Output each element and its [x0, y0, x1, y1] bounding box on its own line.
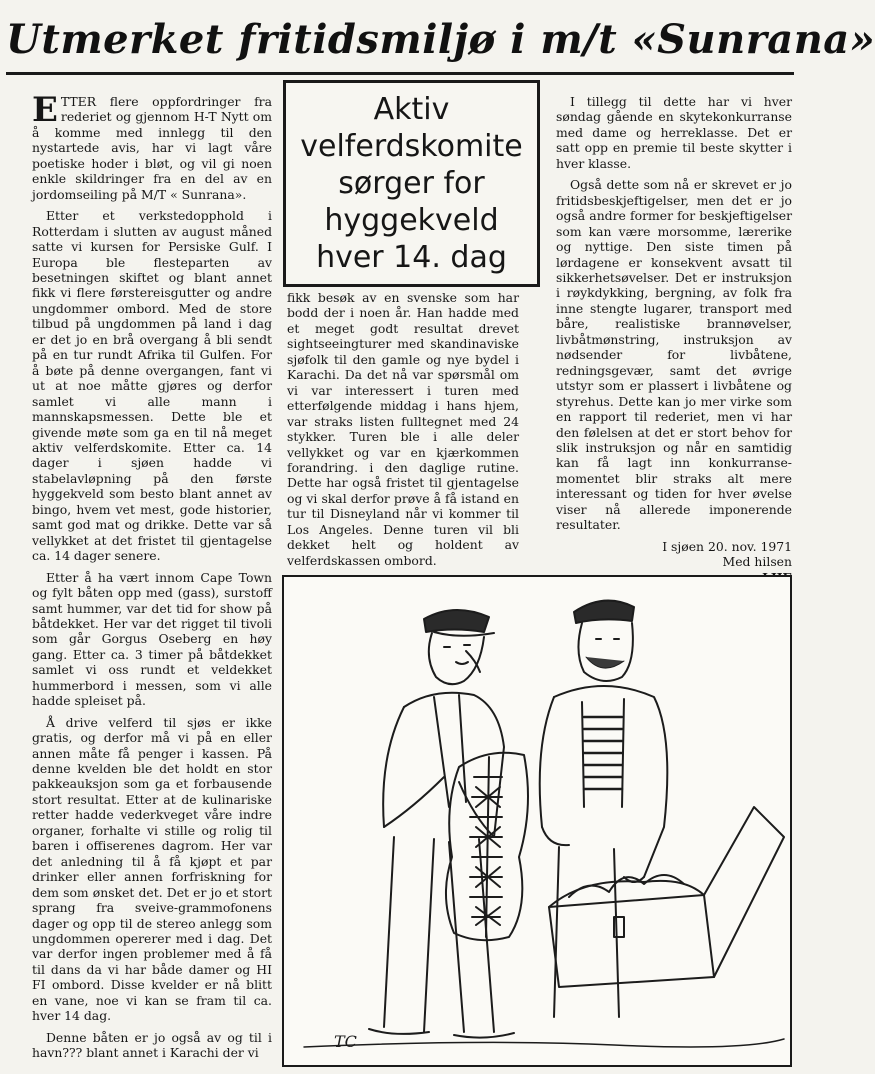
- article-headline: Utmerket fritidsmiljø i m/t «Sunrana»: [6, 16, 875, 63]
- subheadline-line: sørger for: [338, 166, 485, 201]
- subheadline-line: velferdskomite: [300, 129, 523, 164]
- article-column-3: [556, 94, 792, 574]
- subheadline-line: hver 14. dag: [316, 240, 507, 275]
- article-column-2: [287, 290, 519, 570]
- cartoon-drawing: [284, 577, 790, 1065]
- article-paragraph: ETTER flere oppfordringer fra rederiet og gjennom H-T Nytt om å komme med innlegg til den nystartede avis, har vi lagt våre poetiske hoder i bløt, og vil gi noen enkle skildringer fra en del av en jordomseiling på M/T « Sunrana».: [32, 90, 272, 202]
- boxed-subheadline: [283, 80, 540, 287]
- cartoon-illustration: [282, 575, 792, 1067]
- cartoon-signature: TC: [334, 1032, 357, 1051]
- article-paragraph: Å drive velferd til sjøs er ikke gratis, og derfor må vi på en eller annen måte få penger i kassen. På denne kvelden ble det holdt en stor pakkeauksjon som ga et forbausende stort resultat. Etter at de kulinariske retter hadde vederkveget våre indre organer, forhalte vi stille og rolig til baren i offiserenes dagrom. Her var det anledning til å få kjøpt et par drinker eller annen forfriskning for dem som ønsket det. Det er jo et stort sprang fra sveive-grammofonens dager og opp til de stereo anlegg som ungdommen opererer med i dag. Det var derfor ingen problemer med å få til dans da vi har både damer og HI FI ombord. Disse kvelder er nå blitt en vane, noe vi kan se fram til ca. hver 14 dag.: [32, 714, 272, 1024]
- suitcase-drawing: [549, 807, 784, 987]
- subheadline-line: hyggekveld: [324, 203, 499, 238]
- article-paragraph: Etter å ha vært innom Cape Town og fylt båten opp med (gass), surstoff samt hummer, var det tid for show på båtdekket. Her var det rigget til tivoli som går Gorgus Oseberg en høy gang. Etter ca. 3 timer på båtdekket samlet vi oss rundt et veldekket hummerbord i messen, som vi alle hadde spleiset på.: [32, 569, 272, 709]
- article-paragraph: fikk besøk av en svenske som har bodd der i noen år. Han hadde med et meget godt resultat drevet sightseeingturer med skandinaviske sjøfolk til den gamle og nye bydel i Karachi. Da det nå var spørsmål om vi var interessert i turen med etterfølgende middag i hans hjem, var straks listen fulltegnet med 24 stykker. Turen ble i alle deler vellykket og var en kjærkommen forandring. i den daglige rutine. Dette har også fristet til gjentagelse og vi skal derfor prøve å få istand en tur til Disneyland når vi kommer til Los Angeles. Denne turen vil bli dekket helt og holdent av velferdskassen ombord.: [287, 290, 519, 568]
- article-paragraph: Etter et verkstedopphold i Rotterdam i slutten av august måned satte vi kursen for Persiske Gulf. I Europa ble flesteparten av besetningen skiftet og blant annet fikk vi flere førstereisgutter og andre ungdommer ombord. Med de store tilbud på ungdommen på land i dag er det jo en brå overgang å bli sendt på en tur rundt Afrika til Gulfen. For å bøte på denne overgangen, fant vi ut at noe måtte gjøres og derfor samlet vi alle mann i mannskapsmessen. Dette ble et givende møte som ga en til nå meget aktiv velferdskomite. Etter ca. 14 dager i sjøen hadde vi stabelavløpning på den første hyggekveld som besto blant annet av bingo, hvem vet mest, gode historier, samt god mat og drikke. Dette var så vellykket at det fristet til gjentagelse ca. 14 dager senere.: [32, 208, 272, 564]
- right-sailor-figure: [540, 601, 668, 1017]
- article-paragraph: Også dette som nå er skrevet er jo fritidsbeskjeftigelser, men det er jo også andre former for beskjeftigelser som kan være morsomme, lærerike og nyttige. Den siste timen på lørdagene er konsekvent avsatt til sikkerhetsøvelser. Det er instruksjon i røykdykking, bergning, av folk fra inne stengte lugarer, transport med båre, realistiske brannøvelser, livbåtmønstring, instruksjon av nødsender for livbåtene, redningsgevær, samt det øvrige utstyr som er plassert i livbåtene og styrehus. Dette kan jo mer virke som en rapport til rederiet, men vi har den følelsen at det er stort behov for slik instruksjon og når en samtidig kan få lagt inn konkurranse-momentet blir straks alt mere interessant og tiden for hver øvelse viser nå allerede imponerende resultater.: [556, 177, 792, 533]
- drop-cap: E: [32, 90, 58, 130]
- headline-rule: [6, 72, 794, 75]
- closing-line: Med hilsen: [722, 554, 792, 570]
- article-paragraph: Denne båten er jo også av og til i havn??? blant annet i Karachi der vi: [32, 1029, 272, 1061]
- left-sailor-figure: [369, 610, 514, 1038]
- subheadline-line: Aktiv: [373, 92, 450, 127]
- date-line: I sjøen 20. nov. 1971: [662, 538, 792, 554]
- article-paragraph: I tillegg til dette har vi hver søndag gående en skytekonkurranse med dame og herreklasse. Det er satt opp en premie til beste skytter i hver klasse.: [556, 94, 792, 171]
- corset-drawing: [446, 753, 528, 940]
- article-column-1: [32, 90, 272, 1072]
